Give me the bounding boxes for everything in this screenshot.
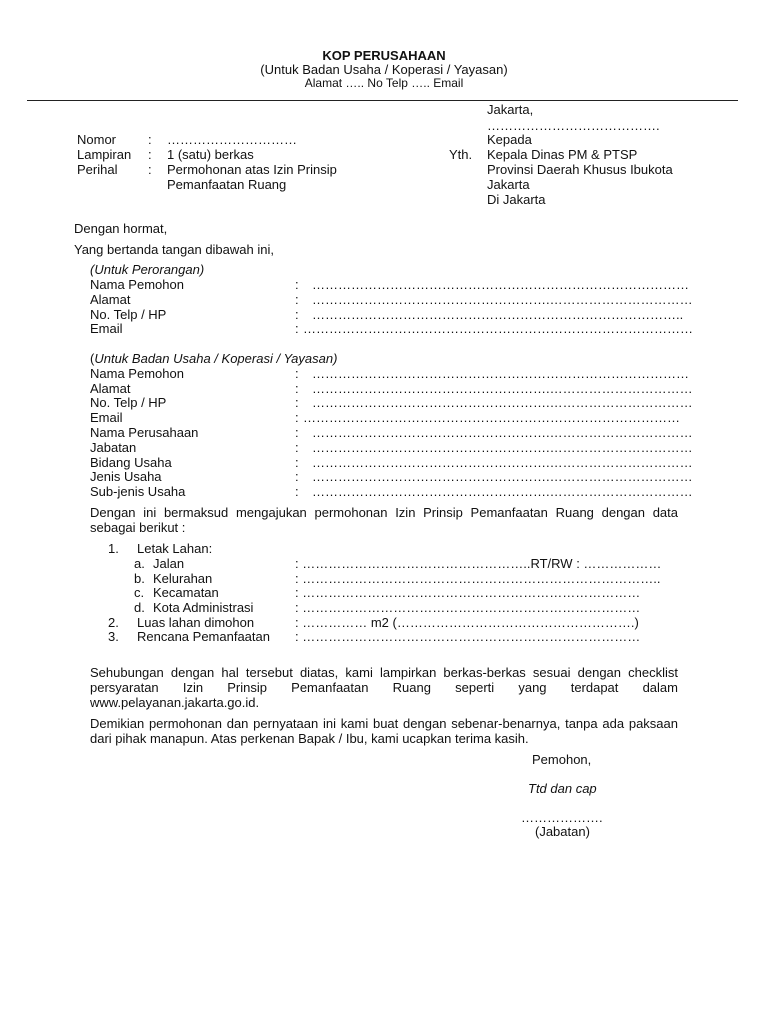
field-label: Alamat xyxy=(90,292,131,307)
list-number: 1. xyxy=(108,541,119,556)
sub-letter: b. xyxy=(134,571,145,586)
sub-label: Kota Administrasi xyxy=(153,600,254,615)
field-value: ……………………………………………….…………………………… xyxy=(312,455,693,470)
field-label: Jenis Usaha xyxy=(90,469,162,484)
field-value: ……………………………………………….…………………………… xyxy=(312,484,693,499)
list-item-label: Letak Lahan: xyxy=(137,541,213,556)
field-label: No. Telp / HP xyxy=(90,307,167,322)
recipient-city: Jakarta, xyxy=(487,102,534,117)
signature-pemohon: Pemohon, xyxy=(532,752,592,767)
sub-label: Kecamatan xyxy=(153,585,219,600)
field-label: Sub-jenis Usaha xyxy=(90,484,186,499)
sub-letter: a. xyxy=(134,556,145,571)
recipient-yth: Yth. xyxy=(449,147,473,162)
letterhead-contact: Alamat ….. No Telp ….. Email xyxy=(304,76,464,90)
list-item-value: : …………………………………………………………………… xyxy=(295,629,641,644)
signature-ttd: Ttd dan cap xyxy=(528,781,597,796)
field-colon: : xyxy=(295,292,299,307)
letterhead-subtitle: (Untuk Badan Usaha / Koperasi / Yayasan) xyxy=(260,62,508,77)
field-label: Email xyxy=(90,321,123,336)
heading-paren: ( xyxy=(90,351,95,366)
lampiran-label: Lampiran xyxy=(77,147,132,162)
field-colon: : xyxy=(295,484,299,499)
field-value: …………………………………………………………………………… xyxy=(312,366,689,381)
greeting: Dengan hormat, xyxy=(74,221,168,236)
sub-letter: d. xyxy=(134,600,145,615)
field-label: Nama Pemohon xyxy=(90,277,184,292)
field-value: ……………………………………………….…………………………… xyxy=(312,440,693,455)
letterhead-title: KOP PERUSAHAAN xyxy=(322,48,446,63)
field-colon: : xyxy=(295,381,299,396)
field-value: ……………………………………………….…………………………… xyxy=(312,381,693,396)
sub-label: Kelurahan xyxy=(153,571,213,586)
field-label: Jabatan xyxy=(90,440,137,455)
field-value: ……………………………………………………………………………… xyxy=(303,321,693,336)
perihal-colon: : xyxy=(148,162,152,177)
field-value: …………………………………………………………………………… xyxy=(303,410,680,425)
section-heading-perorangan: (Untuk Perorangan) xyxy=(90,262,205,277)
nomor-colon: : xyxy=(148,132,152,147)
field-label: Nama Pemohon xyxy=(90,366,184,381)
lampiran-value: 1 (satu) berkas xyxy=(167,147,254,162)
sub-value: : ……………………………………………………………………….. xyxy=(295,571,661,586)
field-value: ……………………………………………….…………………………… xyxy=(312,469,693,484)
closing-paragraph-2: Demikian permohonan dan pernyataan ini kami buat dengan sebenar-benarnya, tanpa ada paksaan dari pihak manapun. Atas perkenan Bapak / Ibu, kami ucapkan terima kasih. xyxy=(90,716,678,746)
recipient-date: …………………………………. xyxy=(487,118,660,133)
header-divider xyxy=(27,100,738,101)
list-number: 3. xyxy=(108,629,119,644)
perihal-value: Permohonan atas Izin Prinsip xyxy=(167,162,337,177)
sub-letter: c. xyxy=(134,585,145,600)
sub-value: : ……………………………………………..RT/RW : ……………… xyxy=(295,556,662,571)
field-colon: : xyxy=(295,469,299,484)
recipient-line: Di Jakarta xyxy=(487,192,546,207)
field-label: Alamat xyxy=(90,381,131,396)
field-colon: : xyxy=(295,307,299,322)
section-heading-badan-usaha xyxy=(90,351,337,366)
heading-text: Untuk Badan Usaha / Koperasi / Yayasan) xyxy=(94,351,338,366)
field-colon: : xyxy=(295,425,299,440)
sub-label: Jalan xyxy=(153,556,185,571)
field-colon: : xyxy=(295,395,299,410)
nomor-label: Nomor xyxy=(77,132,117,147)
list-item-label: Luas lahan dimohon xyxy=(137,615,255,630)
sub-value: : …………………………………………………………………… xyxy=(295,585,641,600)
field-label: Email xyxy=(90,410,123,425)
recipient-line: Jakarta xyxy=(487,177,530,192)
closing-paragraph-1: Sehubungan dengan hal tersebut diatas, kami lampirkan berkas-berkas sesuai dengan checklist persyaratan Izin Prinsip Pemanfaatan Ruang seperti yang terdapat dalam www.pelayanan.jakarta.go.id. xyxy=(90,665,678,710)
field-colon: : xyxy=(295,366,299,381)
field-value: …………………………………………………………………………… xyxy=(312,277,689,292)
request-paragraph: Dengan ini bermaksud mengajukan permohonan Izin Prinsip Pemanfaatan Ruang dengan data sebagai berikut : xyxy=(90,505,678,535)
field-colon: : xyxy=(295,410,299,425)
field-colon: : xyxy=(295,440,299,455)
lampiran-colon: : xyxy=(148,147,152,162)
list-item-label: Rencana Pemanfaatan xyxy=(137,629,270,644)
perihal-value: Pemanfaatan Ruang xyxy=(167,177,287,192)
list-number: 2. xyxy=(108,615,119,630)
field-value: ……………………………………………….…………………………… xyxy=(312,395,693,410)
field-value: ………………………………………………………………………….. xyxy=(312,307,684,322)
intro-text: Yang bertanda tangan dibawah ini, xyxy=(74,242,274,257)
field-value: ……………………………………………….…………………………… xyxy=(312,425,693,440)
nomor-value: ………………………… xyxy=(167,132,297,147)
signature-jabatan: (Jabatan) xyxy=(535,824,590,839)
field-value: ……………………………………………….…………………………… xyxy=(312,292,693,307)
list-item-value: : …………… m2 (……………………………………………….) xyxy=(295,615,639,630)
sub-value: : …………………………………………………………………… xyxy=(295,600,641,615)
field-label: Nama Perusahaan xyxy=(90,425,199,440)
field-label: No. Telp / HP xyxy=(90,395,167,410)
field-colon: : xyxy=(295,321,299,336)
field-colon: : xyxy=(295,455,299,470)
recipient-line: Provinsi Daerah Khusus Ibukota xyxy=(487,162,673,177)
recipient-line: Kepala Dinas PM & PTSP xyxy=(487,147,638,162)
recipient-line: Kepada xyxy=(487,132,532,147)
field-label: Bidang Usaha xyxy=(90,455,172,470)
field-colon: : xyxy=(295,277,299,292)
signature-dots: ………………. xyxy=(521,810,603,825)
perihal-label: Perihal xyxy=(77,162,118,177)
